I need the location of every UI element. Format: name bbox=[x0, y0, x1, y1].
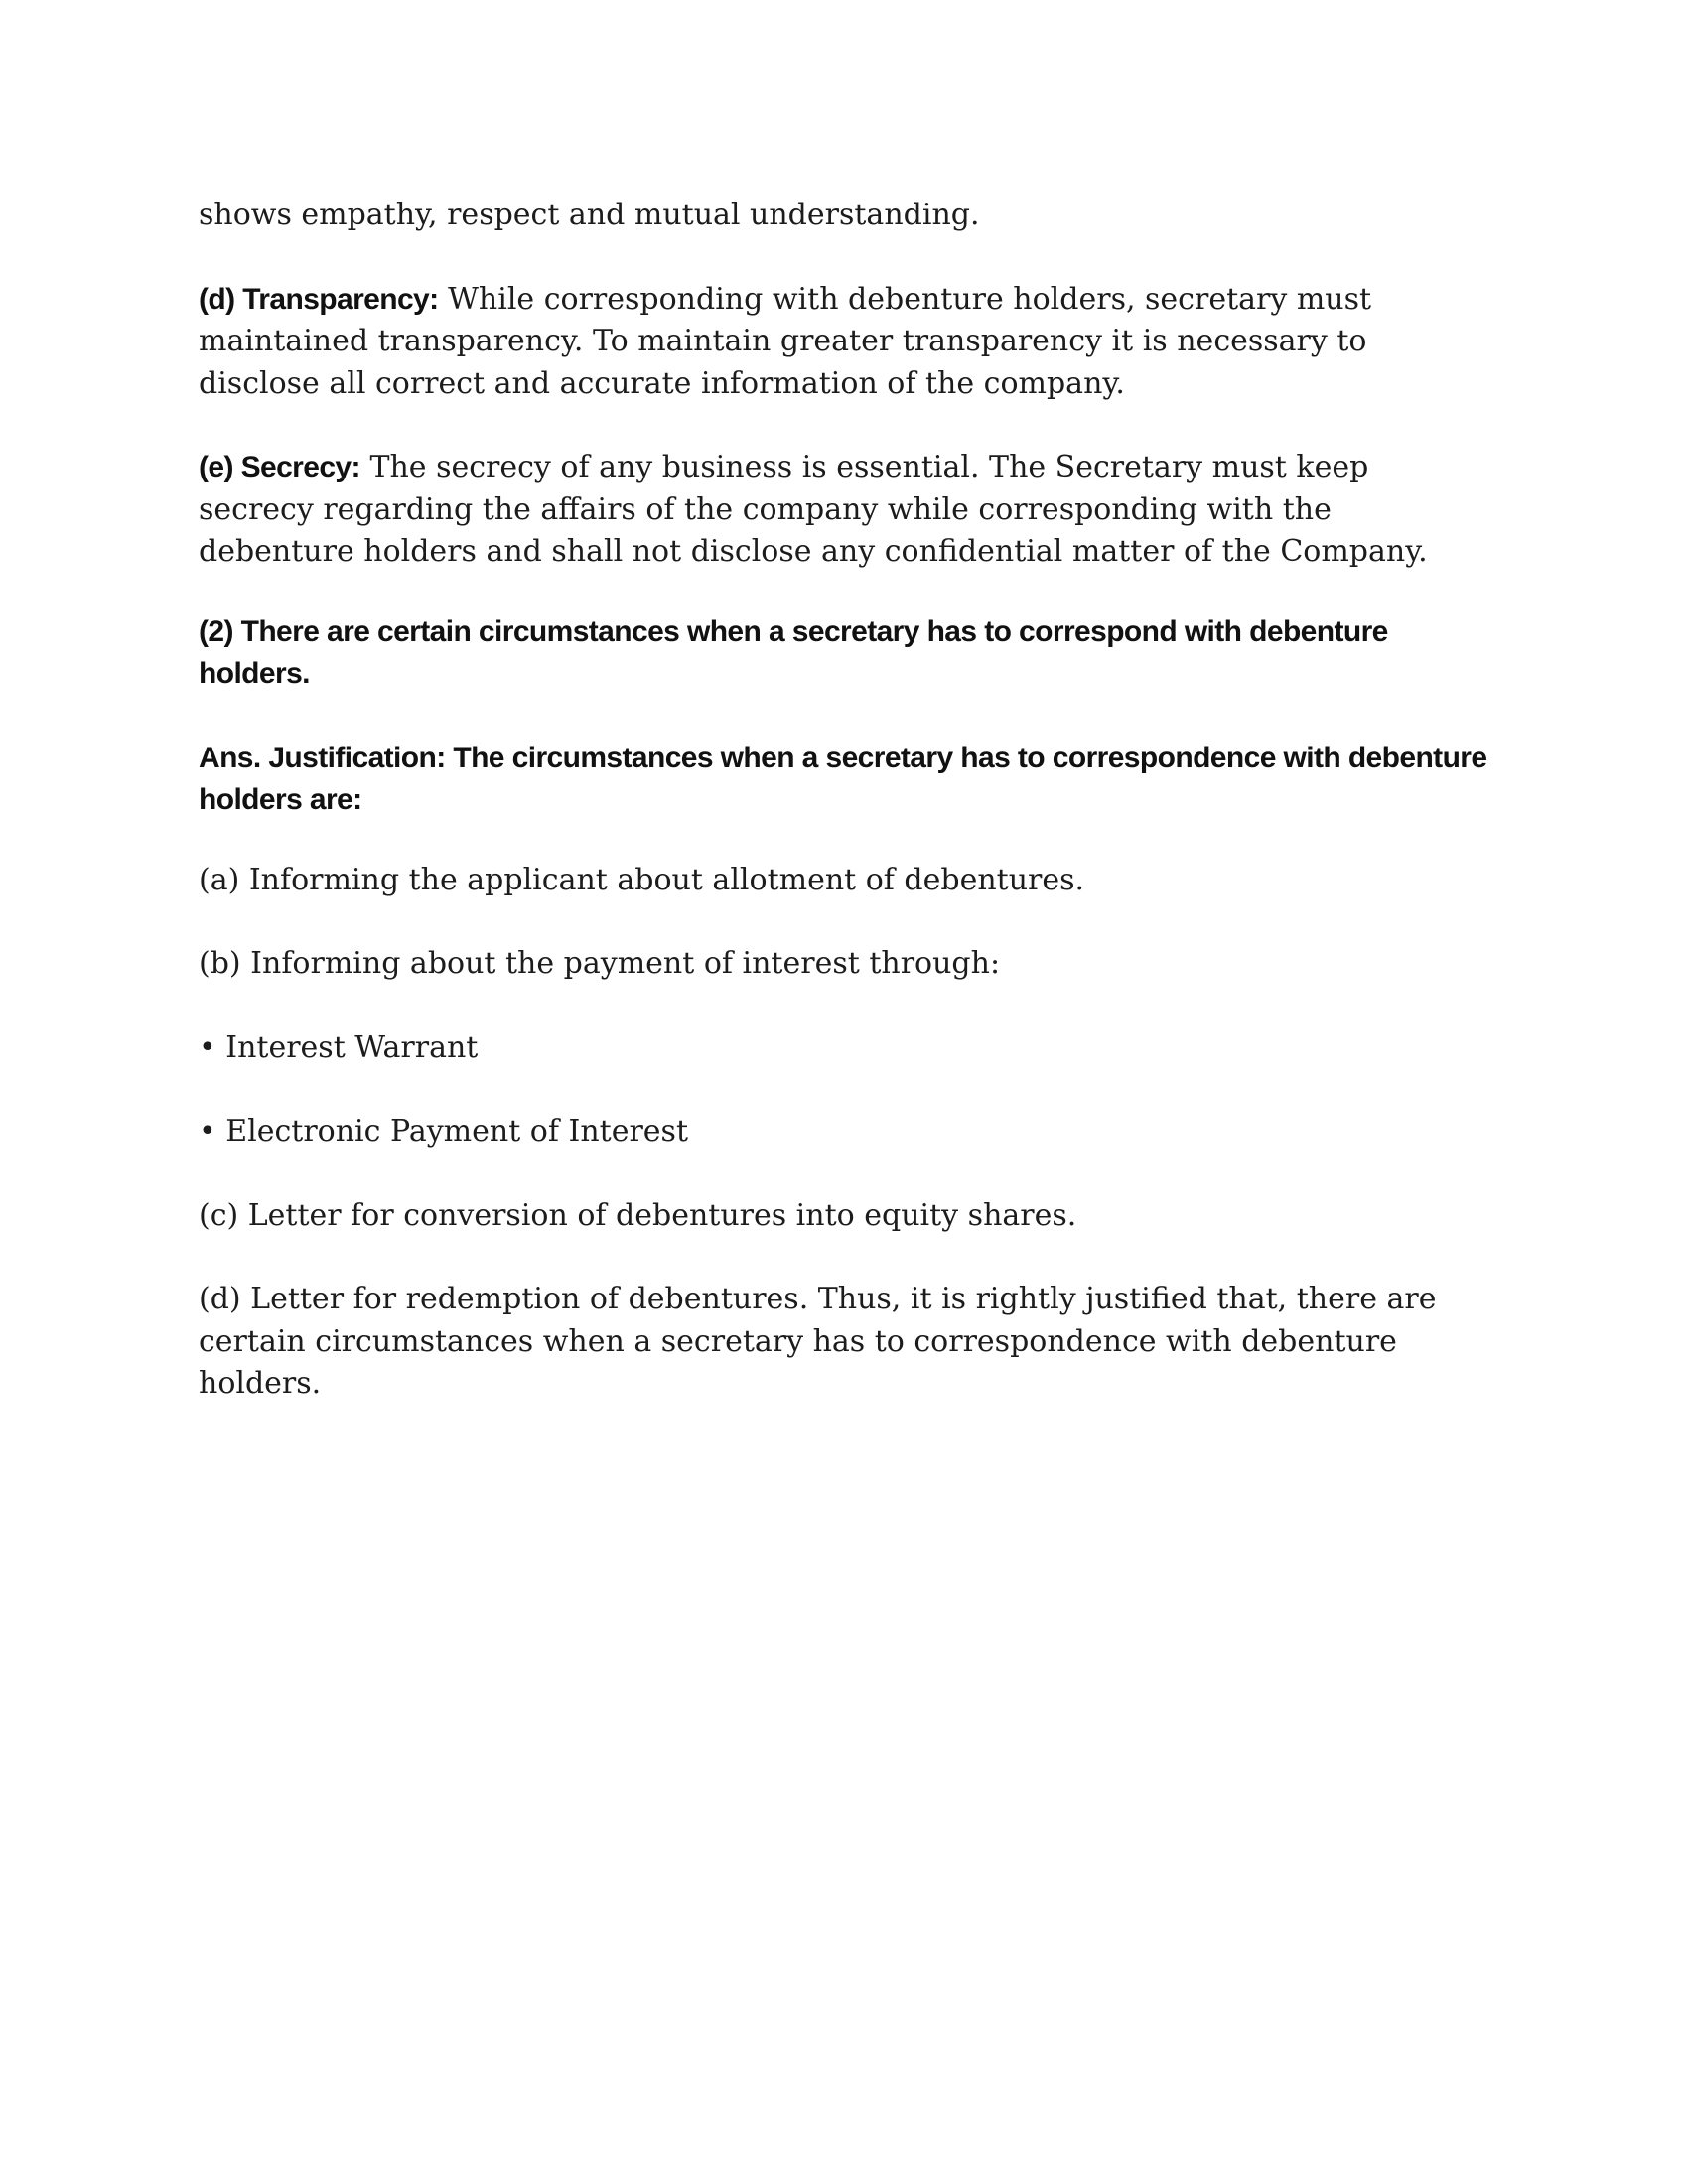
question-heading: (2) There are certain circumstances when a secretary has to correspond with debenture holders. bbox=[199, 614, 1388, 690]
point-c: (c) Letter for conversion of debentures into equity shares. bbox=[199, 1197, 1077, 1233]
point-a: (a) Informing the applicant about allotment of debentures. bbox=[199, 862, 1085, 897]
secrecy-paragraph bbox=[199, 447, 1489, 574]
transparency-paragraph bbox=[199, 279, 1489, 406]
answer-heading: Ans. Justification: The circumstances when a secretary has to correspondence with debenture holders are: bbox=[199, 741, 1487, 816]
transparency-label: (d) Transparency: bbox=[199, 282, 439, 316]
continuation-paragraph: shows empathy, respect and mutual understanding. bbox=[199, 198, 980, 232]
point-b: (b) Informing about the payment of interest through: bbox=[199, 946, 1001, 981]
bullet-interest-warrant: • Interest Warrant bbox=[199, 1029, 479, 1065]
transparency-text: While corresponding with debenture holders, secretary must maintained transparency. To maintain greater transparency it is necessary to disclose all correct and accurate information of the company. bbox=[199, 281, 1372, 401]
bullet-electronic-payment: • Electronic Payment of Interest bbox=[199, 1114, 689, 1149]
secrecy-text: The secrecy of any business is essential. The Secretary must keep secrecy regarding the affairs of the company while corresponding with the debenture holders and shall not disclose any confidential matter of the Company. bbox=[199, 450, 1428, 569]
point-d: (d) Letter for redemption of debentures. Thus, it is rightly justified that, there are certain circumstances when a secretary has to correspondence with debenture holders. bbox=[199, 1282, 1437, 1401]
secrecy-label: (e) Secrecy: bbox=[199, 451, 360, 483]
document-page bbox=[199, 195, 1489, 1447]
